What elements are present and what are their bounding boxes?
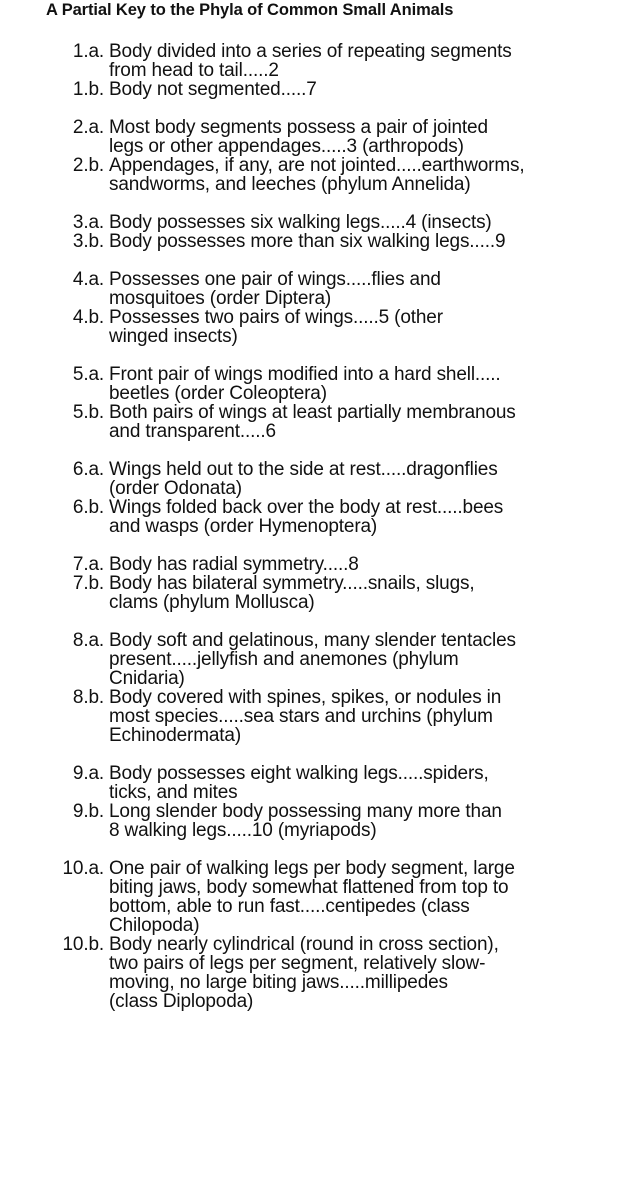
entry-text: One pair of walking legs per body segment, large biting jaws, body somewhat flattened from top to bottom, able to run fast.....centipedes (class Chilopoda) <box>109 858 515 936</box>
key-couplet-group <box>0 213 643 251</box>
key-entry <box>0 859 643 935</box>
key-entry <box>0 460 643 498</box>
entry-text: Possesses one pair of wings.....flies and mosquitoes (order Diptera) <box>109 269 441 309</box>
key-entry <box>0 232 643 251</box>
key-entry <box>0 498 643 536</box>
key-entry <box>0 688 643 745</box>
entry-text: Body divided into a series of repeating segments from head to tail.....2 <box>109 41 512 81</box>
key-couplet-group <box>0 270 643 346</box>
entry-number: 4.a. <box>72 269 104 290</box>
entry-number: 10.a. <box>62 858 104 879</box>
entry-number: 9.a. <box>72 763 104 784</box>
entry-number: 5.b. <box>72 402 104 423</box>
key-entry <box>0 802 643 840</box>
key-couplet-group <box>0 859 643 1011</box>
key-couplet-group <box>0 460 643 536</box>
entry-number: 2.a. <box>72 117 104 138</box>
key-entry <box>0 156 643 194</box>
key-couplet-group <box>0 631 643 745</box>
entry-number: 4.b. <box>72 307 104 328</box>
entry-text: Possesses two pairs of wings.....5 (other winged insects) <box>109 307 443 347</box>
entry-number: 2.b. <box>72 155 104 176</box>
entry-text: Wings held out to the side at rest.....dragonflies (order Odonata) <box>109 459 498 499</box>
key-couplet-group <box>0 764 643 840</box>
key-entry <box>0 574 643 612</box>
entry-number: 8.b. <box>72 687 104 708</box>
key-entry <box>0 403 643 441</box>
key-entry <box>0 42 643 80</box>
key-entry <box>0 118 643 156</box>
key-entry <box>0 764 643 802</box>
entry-text: Body possesses six walking legs.....4 (insects) <box>109 212 492 233</box>
entry-number: 9.b. <box>72 801 104 822</box>
key-couplet-group <box>0 42 643 99</box>
entry-number: 6.a. <box>72 459 104 480</box>
entry-number: 1.a. <box>72 41 104 62</box>
entry-number: 10.b. <box>62 934 104 955</box>
entry-number: 5.a. <box>72 364 104 385</box>
key-entry <box>0 631 643 688</box>
entry-number: 8.a. <box>72 630 104 651</box>
entry-text: Both pairs of wings at least partially membranous and transparent.....6 <box>109 402 516 442</box>
entry-text: Body not segmented.....7 <box>109 79 317 100</box>
entry-text: Body soft and gelatinous, many slender tentacles present.....jellyfish and anemones (phylum Cnidaria) <box>109 630 516 689</box>
key-couplet-group <box>0 555 643 612</box>
page-title: A Partial Key to the Phyla of Common Small Animals <box>46 1 454 19</box>
entry-text: Wings folded back over the body at rest.....bees and wasps (order Hymenoptera) <box>109 497 504 537</box>
entry-number: 1.b. <box>72 79 104 100</box>
key-couplet-group <box>0 118 643 194</box>
key-entry <box>0 80 643 99</box>
key-entry <box>0 213 643 232</box>
entry-text: Body has radial symmetry.....8 <box>109 554 359 575</box>
entry-text: Body covered with spines, spikes, or nodules in most species.....sea stars and urchins (phylum Echinodermata) <box>109 687 502 746</box>
entry-text: Front pair of wings modified into a hard shell..... beetles (order Coleoptera) <box>109 364 501 404</box>
key-entry <box>0 555 643 574</box>
entry-text: Body possesses eight walking legs.....spiders, ticks, and mites <box>109 763 489 803</box>
entry-text: Most body segments possess a pair of jointed legs or other appendages.....3 (arthropods) <box>109 117 488 157</box>
key-couplet-group <box>0 365 643 441</box>
entry-number: 3.b. <box>72 231 104 252</box>
entry-text: Appendages, if any, are not jointed.....earthworms, sandworms, and leeches (phylum Annelida) <box>109 155 525 195</box>
key-entry <box>0 308 643 346</box>
entry-number: 3.a. <box>72 212 104 233</box>
key-entry <box>0 365 643 403</box>
entry-number: 7.b. <box>72 573 104 594</box>
entry-text: Body nearly cylindrical (round in cross section), two pairs of legs per segment, relatively slow- moving, no large biting jaws.....millipedes (class Diplopoda) <box>109 934 499 1012</box>
key-entries <box>0 42 643 1030</box>
key-entry <box>0 935 643 1011</box>
entry-number: 7.a. <box>72 554 104 575</box>
entry-text: Long slender body possessing many more than 8 walking legs.....10 (myriapods) <box>109 801 502 841</box>
entry-text: Body has bilateral symmetry.....snails, slugs, clams (phylum Mollusca) <box>109 573 475 613</box>
entry-number: 6.b. <box>72 497 104 518</box>
key-entry <box>0 270 643 308</box>
entry-text: Body possesses more than six walking legs.....9 <box>109 231 506 252</box>
